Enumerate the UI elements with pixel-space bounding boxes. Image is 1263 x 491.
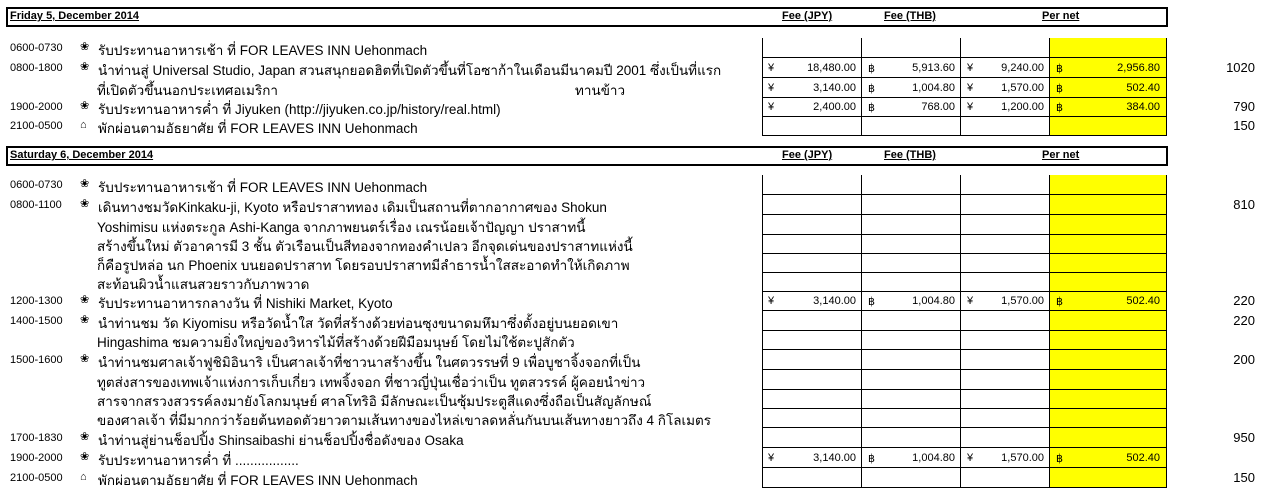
activity-text: ก็คือรูปหล่อ นก Phoenix บนยอดปราสาท โดยรอบปราสาทมีลำธารน้ำใสสะอาดทำให้เกิดภาพ <box>97 258 630 273</box>
activity-text: เดินทางชมวัดKinkaku-ji, Kyoto หรือปราสาททอง เดิมเป็นสถานที่ตากอากาศของ Shokun <box>98 200 607 215</box>
row-divider <box>762 487 1167 488</box>
time-slot: 0800-1800 <box>10 62 63 74</box>
fee-jpy-net: 1,570.00 <box>1001 82 1044 94</box>
fee-jpy-header: Fee (JPY) <box>782 10 833 22</box>
fee-column <box>861 175 961 488</box>
row-divider <box>762 447 1167 448</box>
row-divider <box>762 57 1167 58</box>
side-value: 220 <box>1233 293 1255 308</box>
activity-text: นำท่านชม วัด Kiyomisu หรือวัดน้ำใส วัดที่สร้างด้วยท่อนซุงขนาดมหึมาซึ่งตั้งอยู่บนยอดเขา <box>98 316 619 331</box>
activity-text: พักผ่อนตามอัธยาศัย ที่ FOR LEAVES INN Uehonmach <box>98 473 418 488</box>
row-divider <box>762 427 1167 428</box>
activity-text: รับประทานอาหารเช้า ที่ FOR LEAVES INN Uehonmach <box>98 43 428 58</box>
yen-sign: ¥ <box>967 295 974 307</box>
yen-sign: ¥ <box>967 452 974 464</box>
per-net-header: Per net <box>1042 10 1080 22</box>
fee-jpy-net: 9,240.00 <box>1001 62 1044 74</box>
yen-sign: ¥ <box>768 82 775 94</box>
activity-text: รับประทานอาหารเช้า ที่ FOR LEAVES INN Uehonmach <box>98 180 428 195</box>
day2-header <box>6 146 1168 166</box>
yen-sign: ¥ <box>967 101 974 113</box>
yen-sign: ¥ <box>768 62 775 74</box>
row-divider <box>762 310 1167 311</box>
fee-jpy: 3,140.00 <box>813 295 856 307</box>
row-divider <box>762 467 1167 468</box>
row-divider <box>762 97 1167 98</box>
yen-sign: ¥ <box>967 82 974 94</box>
time-slot: 1500-1600 <box>10 354 63 366</box>
baht-sign: ฿ <box>1056 102 1063 114</box>
side-value: 810 <box>1233 197 1255 212</box>
side-value: 1020 <box>1226 60 1255 75</box>
baht-sign: ฿ <box>868 63 875 75</box>
per-net-header: Per net <box>1042 149 1080 161</box>
time-slot: 1400-1500 <box>10 315 63 327</box>
row-divider <box>762 135 1167 136</box>
activity-note: ทานข้าว <box>575 83 626 98</box>
fee-jpy-header: Fee (JPY) <box>782 149 833 161</box>
activity-text: ทูตส่งสารของเทพเจ้าแห่งการเก็บเกี่ยว เทพจิ้งจอก ที่ชาวญี่ปุ่นเชื่อว่าเป็น ทูตสวรรค์ ผู้คอยนำข่าว <box>97 375 646 390</box>
per-net-value: 2,956.80 <box>1117 62 1160 74</box>
per-net-value: 502.40 <box>1126 452 1160 464</box>
fee-column <box>1049 175 1167 488</box>
activity-text: ที่เปิดตัวขึ้นนอกประเทศอเมริกา <box>97 83 278 98</box>
activity-text: รับประทานอาหารกลางวัน ที่ Nishiki Market, Kyoto <box>98 296 393 311</box>
fee-thb: 768.00 <box>921 101 955 113</box>
baht-sign: ฿ <box>1056 83 1063 95</box>
fee-thb: 1,004.80 <box>912 452 955 464</box>
activity-text: สารจากสรวงสวรรค์ลงมายังโลกมนุษย์ ศาลโทริอิ มีลักษณะเป็นซุ้มประตูสีแดงซึ่งถือเป็นสัญลักษณ์ <box>97 394 652 409</box>
activity-text: สร้างขึ้นใหม่ ตัวอาคารมี 3 ชั้น ตัวเรือนเป็นสีทองจากทองคำเปลว อีกจุดเด่นของปราสาทแห่งนี้ <box>97 239 633 254</box>
activity-text: Hingashima ชมความยิ่งใหญ่ของวิหารไม้ที่สร้างด้วยฝีมือมนุษย์ โดยไม่ใช้ตะปูสักตัว <box>97 335 575 350</box>
activity-text: Yoshimisu แห่งตระกูล Ashi-Kanga จากภาพยนตร์เรื่อง เณรน้อยเจ้าปัญญา ปราสาทนี้ <box>97 220 586 235</box>
time-slot: 2100-0500 <box>10 120 63 132</box>
travel-icon: ❀ <box>80 61 90 73</box>
travel-icon: ❀ <box>80 431 90 443</box>
activity-text: พักผ่อนตามอัธยาศัย ที่ FOR LEAVES INN Uehonmach <box>98 121 418 136</box>
activity-text: ของศาลเจ้า ที่มีมากกว่าร้อยต้นทอดตัวยาวตามเส้นทางของไหล่เขาลดหลั่นกันบนเส้นทางยาวถึง 4 กิโลเมตร <box>97 413 712 428</box>
fee-thb: 1,004.80 <box>912 295 955 307</box>
activity-text: นำท่านสู่ย่านช็อปปิ้ง Shinsaibashi ย่านช็อปปิ้งชื่อดังของ Osaka <box>98 433 464 448</box>
side-value: 950 <box>1233 430 1255 445</box>
baht-sign: ฿ <box>1056 63 1063 75</box>
row-divider <box>762 272 1167 273</box>
row-divider <box>762 349 1167 350</box>
row-divider <box>762 253 1167 254</box>
time-slot: 1900-2000 <box>10 452 63 464</box>
meal-icon: ❀ <box>80 100 90 112</box>
fee-jpy-net: 1,570.00 <box>1001 452 1044 464</box>
travel-icon: ❀ <box>80 198 90 210</box>
yen-sign: ¥ <box>768 452 775 464</box>
per-net-value: 384.00 <box>1126 101 1160 113</box>
side-value: 150 <box>1233 118 1255 133</box>
time-slot: 1700-1830 <box>10 432 63 444</box>
fee-jpy: 18,480.00 <box>807 62 856 74</box>
fee-jpy: 3,140.00 <box>813 452 856 464</box>
fee-column <box>960 175 1050 488</box>
per-net-value: 502.40 <box>1126 295 1160 307</box>
side-value: 200 <box>1233 352 1255 367</box>
row-divider <box>762 77 1167 78</box>
travel-icon: ❀ <box>80 314 90 326</box>
activity-text: รับประทานอาหารค่ำ ที่ ................. <box>98 453 299 468</box>
meal-icon: ❀ <box>80 294 90 306</box>
yen-sign: ¥ <box>768 295 775 307</box>
time-slot: 0600-0730 <box>10 42 63 54</box>
row-divider <box>762 116 1167 117</box>
row-divider <box>762 234 1167 235</box>
fee-jpy: 2,400.00 <box>813 101 856 113</box>
day-date: Saturday 6, December 2014 <box>10 149 154 161</box>
time-slot: 0600-0730 <box>10 179 63 191</box>
side-value: 150 <box>1233 470 1255 485</box>
fee-jpy-net: 1,200.00 <box>1001 101 1044 113</box>
fee-thb: 1,004.80 <box>912 82 955 94</box>
side-value: 220 <box>1233 313 1255 328</box>
time-slot: 1900-2000 <box>10 101 63 113</box>
activity-text: รับประทานอาหารค่ำ ที่ Jiyuken (http://jiyuken.co.jp/history/real.html) <box>98 102 501 117</box>
time-slot: 2100-0500 <box>10 472 63 484</box>
row-divider <box>762 389 1167 390</box>
baht-sign: ฿ <box>868 453 875 465</box>
baht-sign: ฿ <box>868 83 875 95</box>
baht-sign: ฿ <box>1056 453 1063 465</box>
time-slot: 0800-1100 <box>10 199 62 211</box>
activity-text: สะท้อนผิวน้ำแสนสวยราวกับภาพวาด <box>97 277 310 292</box>
day-date: Friday 5, December 2014 <box>10 10 140 22</box>
hotel-icon: ⌂ <box>80 471 87 483</box>
meal-icon: ❀ <box>80 41 90 53</box>
row-divider <box>762 369 1167 370</box>
row-divider <box>762 330 1167 331</box>
fee-column <box>762 175 862 488</box>
yen-sign: ¥ <box>967 62 974 74</box>
baht-sign: ฿ <box>868 102 875 114</box>
row-divider <box>762 291 1167 292</box>
activity-text: นำท่านชมศาลเจ้าฟูชิมิอินาริ เป็นศาลเจ้าที่ชาวนาสร้างขึ้น ในศตวรรษที่ 9 เพื่อบูชาจิ้งจอกที่เป็น <box>98 355 641 370</box>
travel-icon: ❀ <box>80 353 90 365</box>
day1-header <box>6 7 1168 27</box>
baht-sign: ฿ <box>1056 296 1063 308</box>
time-slot: 1200-1300 <box>10 295 63 307</box>
fee-thb-header: Fee (THB) <box>884 10 936 22</box>
row-divider <box>762 214 1167 215</box>
hotel-icon: ⌂ <box>80 119 87 131</box>
row-divider <box>762 194 1167 195</box>
row-divider <box>762 408 1167 409</box>
fee-thb: 5,913.60 <box>912 62 955 74</box>
per-net-value: 502.40 <box>1126 82 1160 94</box>
side-value: 790 <box>1233 99 1255 114</box>
fee-jpy: 3,140.00 <box>813 82 856 94</box>
fee-jpy-net: 1,570.00 <box>1001 295 1044 307</box>
meal-icon: ❀ <box>80 451 90 463</box>
yen-sign: ¥ <box>768 101 775 113</box>
baht-sign: ฿ <box>868 296 875 308</box>
activity-text: นำท่านสู่ Universal Studio, Japan สวนสนุกยอดฮิตที่เปิดตัวขึ้นที่โอซาก้าในเดือนมีนาคมปี 2001 ซึ่งเป็นที่แรก <box>98 63 722 78</box>
fee-thb-header: Fee (THB) <box>884 149 936 161</box>
meal-icon: ❀ <box>80 178 90 190</box>
